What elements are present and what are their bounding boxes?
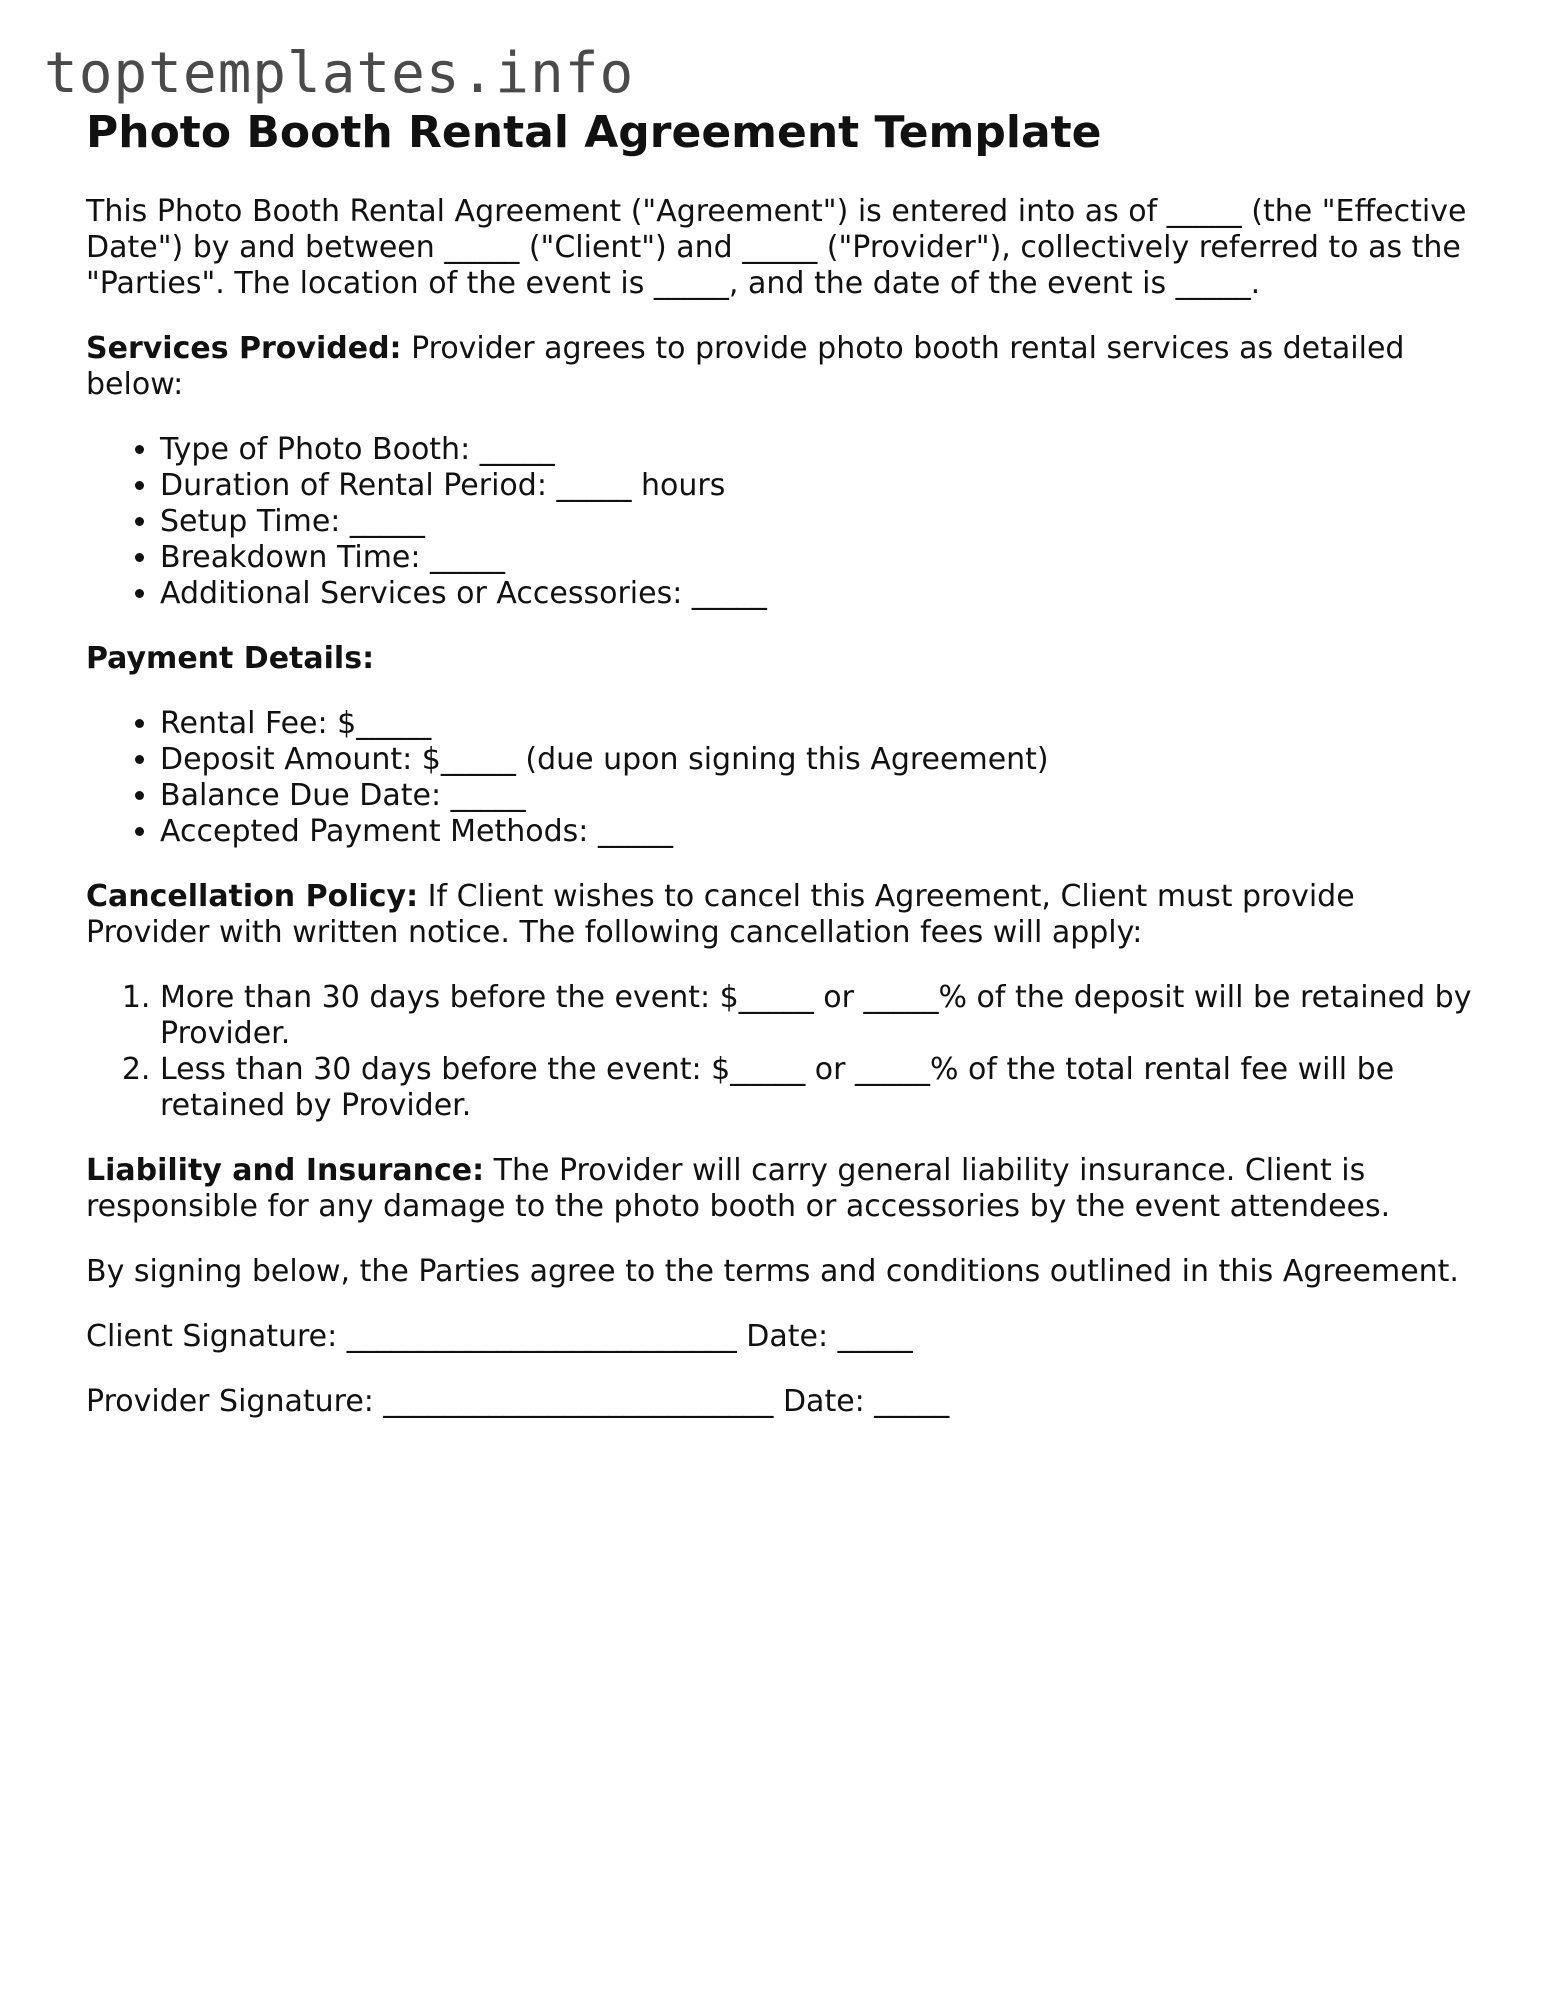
services-paragraph <box>86 331 1476 403</box>
watermark: toptemplates.info <box>44 41 635 106</box>
list-item: • Balance Due Date: _____ <box>160 778 1476 814</box>
provider-signature-line: Provider Signature: __________________________ Date: _____ <box>86 1384 950 1419</box>
cancellation-heading: Cancellation Policy: <box>86 879 419 914</box>
agreement-statement: By signing below, the Parties agree to the terms and conditions outlined in this Agreement. <box>86 1254 1459 1289</box>
list-item: • Breakdown Time: _____ <box>160 540 1476 576</box>
document-title: Photo Booth Rental Agreement Template <box>86 107 1102 158</box>
list-item: • Duration of Rental Period: _____ hours <box>160 468 1476 504</box>
list-item: • Type of Photo Booth: _____ <box>160 432 1476 468</box>
document-page <box>86 108 1476 1449</box>
client-signature-line: Client Signature: __________________________ Date: _____ <box>86 1319 913 1354</box>
payment-paragraph <box>86 641 1476 677</box>
list-item: • Setup Time: _____ <box>160 504 1476 540</box>
liability-heading: Liability and Insurance: <box>86 1153 485 1188</box>
cancellation-list <box>86 980 1476 1124</box>
payment-heading: Payment Details: <box>86 641 375 676</box>
services-text: Provider agrees to provide photo booth rental services as detailed below: <box>86 331 1405 402</box>
cancellation-text: If Client wishes to cancel this Agreement, Client must provide Provider with written notice. The following cancellation fees will apply: <box>86 879 1355 950</box>
payment-list <box>86 706 1476 850</box>
services-list <box>86 432 1476 612</box>
list-item: • Additional Services or Accessories: _____ <box>160 576 1476 612</box>
list-item: 2. Less than 30 days before the event: $_____ or _____% of the total rental fee will be retained by Provider. <box>160 1052 1476 1124</box>
list-item: 1. More than 30 days before the event: $_____ or _____% of the deposit will be retained by Provider. <box>160 980 1476 1052</box>
intro-paragraph: This Photo Booth Rental Agreement ("Agreement") is entered into as of _____ (the "Effective Date") by and between _____ ("Client") and _____ ("Provider"), collectively referred to as the "Parties". The location of the event is _____, and the date of the event is _____. <box>86 194 1467 301</box>
liability-text: The Provider will carry general liability insurance. Client is responsible for any damage to the photo booth or accessories by the event attendees. <box>86 1153 1391 1224</box>
cancellation-paragraph <box>86 879 1476 951</box>
liability-paragraph <box>86 1153 1476 1225</box>
services-heading: Services Provided: <box>86 331 402 366</box>
list-item: • Accepted Payment Methods: _____ <box>160 814 1476 850</box>
list-item: • Rental Fee: $_____ <box>160 706 1476 742</box>
list-item: • Deposit Amount: $_____ (due upon signing this Agreement) <box>160 742 1476 778</box>
